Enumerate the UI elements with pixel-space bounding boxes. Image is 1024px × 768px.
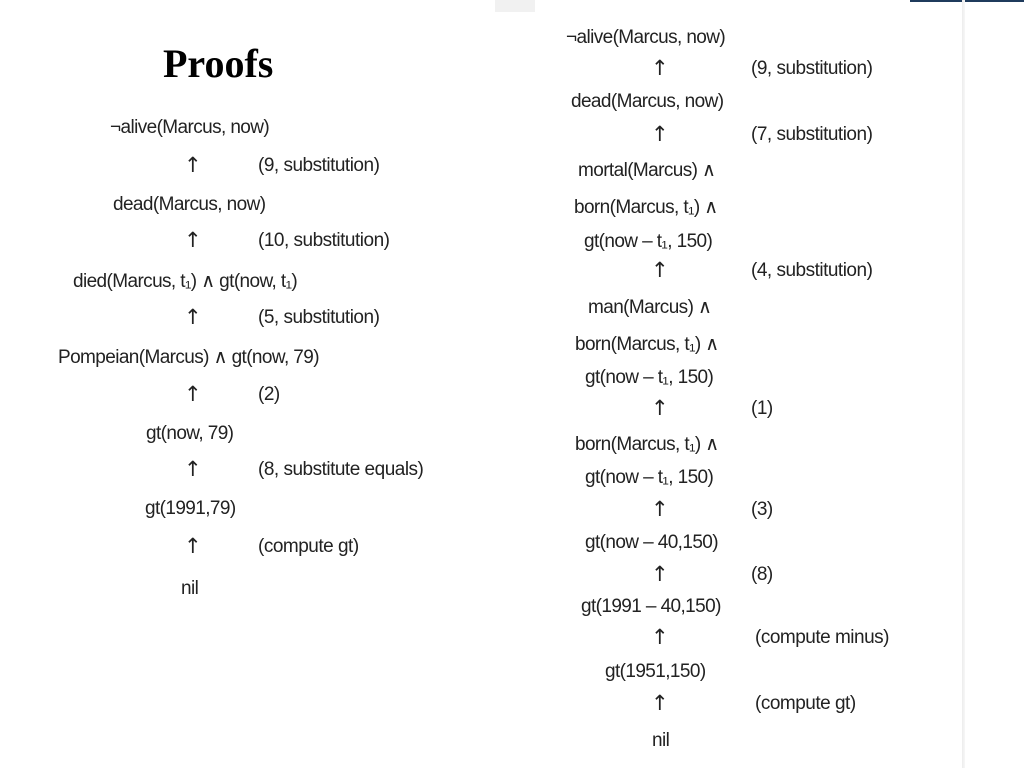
proof-formula: dead(Marcus, now) [113,194,266,215]
proof-formula: born(Marcus, t₁) ∧ [574,197,718,218]
proof-formula: nil [652,730,670,751]
proof-formula: born(Marcus, t₁) ∧ [575,334,719,355]
proof-justification: (10, substitution) [258,230,390,251]
slide-title: Proofs [163,41,274,86]
proof-justification: (9, substitution) [258,155,380,176]
proof-formula: gt(now – t₁, 150) [585,467,714,488]
up-arrow-icon: ↑ [184,534,202,558]
proof-formula: gt(now, 79) [146,423,234,444]
proof-justification: (compute gt) [258,536,359,557]
proof-formula: dead(Marcus, now) [571,91,724,112]
proof-formula: man(Marcus) ∧ [588,297,712,318]
proof-formula: gt(1991 – 40,150) [581,596,721,617]
proof-justification: (8, substitute equals) [258,459,424,480]
up-arrow-icon: ↑ [184,382,202,406]
proof-formula: gt(now – 40,150) [585,532,718,553]
proof-justification: (2) [258,384,280,405]
up-arrow-icon: ↑ [651,56,669,80]
up-arrow-icon: ↑ [184,305,202,329]
proof-formula: gt(now – t₁, 150) [585,367,714,388]
proof-justification: (compute gt) [755,693,856,714]
up-arrow-icon: ↑ [184,457,202,481]
proof-justification: (compute minus) [755,627,889,648]
proof-formula: gt(1951,150) [605,661,706,682]
proof-formula: gt(now – t₁, 150) [584,231,713,252]
up-arrow-icon: ↑ [651,497,669,521]
proof-formula: ¬alive(Marcus, now) [110,117,270,138]
proof-formula: mortal(Marcus) ∧ [578,160,716,181]
up-arrow-icon: ↑ [651,396,669,420]
up-arrow-icon: ↑ [651,691,669,715]
up-arrow-icon: ↑ [651,625,669,649]
proof-formula: gt(1991,79) [145,498,236,519]
proof-justification: (3) [751,499,773,520]
proof-justification: (4, substitution) [751,260,873,281]
up-arrow-icon: ↑ [651,122,669,146]
proof-formula: born(Marcus, t₁) ∧ [575,434,719,455]
proof-formula: ¬alive(Marcus, now) [566,27,726,48]
proof-formula: died(Marcus, t₁) ∧ gt(now, t₁) [73,271,298,292]
proof-justification: (5, substitution) [258,307,380,328]
up-arrow-icon: ↑ [184,228,202,252]
proof-justification: (9, substitution) [751,58,873,79]
proof-formula: nil [181,578,199,599]
proof-justification: (8) [751,564,773,585]
up-arrow-icon: ↑ [651,562,669,586]
proof-justification: (1) [751,398,773,419]
proof-formula: Pompeian(Marcus) ∧ gt(now, 79) [58,347,319,368]
up-arrow-icon: ↑ [651,258,669,282]
up-arrow-icon: ↑ [184,153,202,177]
proof-justification: (7, substitution) [751,124,873,145]
